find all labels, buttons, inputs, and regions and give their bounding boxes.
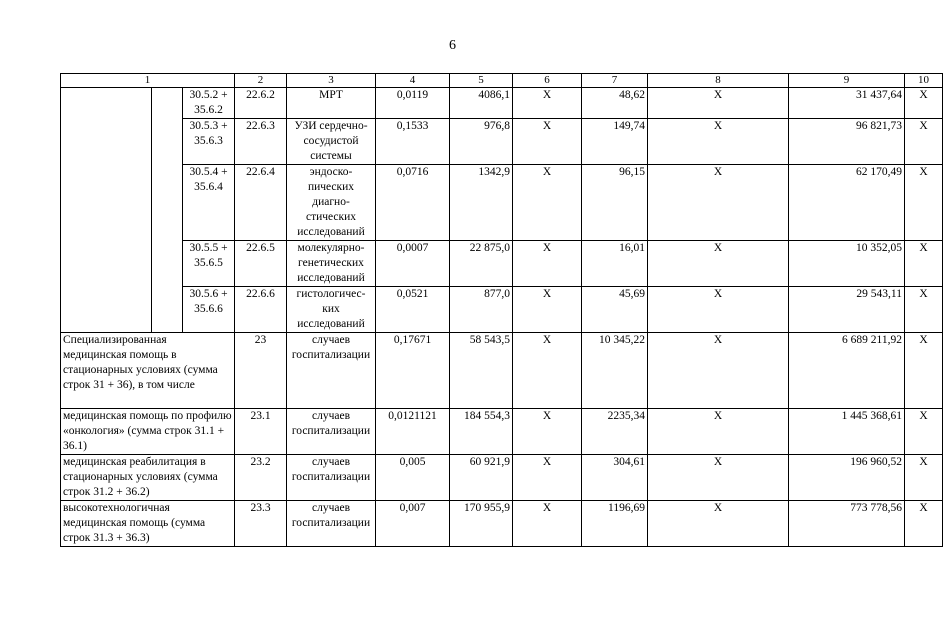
cell-col6: Х xyxy=(513,88,582,119)
blank-cell xyxy=(152,88,183,333)
header-cell: 6 xyxy=(513,74,582,88)
cell-col6: Х xyxy=(513,455,582,501)
cell-col8: Х xyxy=(648,333,789,409)
table-row xyxy=(61,165,943,241)
row-unit: случаев госпитализации xyxy=(287,409,376,455)
header-cell: 9 xyxy=(789,74,905,88)
cell-col8: Х xyxy=(648,287,789,333)
cell-col4: 0,0716 xyxy=(376,165,450,241)
row-unit: УЗИ сердечно-сосудистой системы xyxy=(287,119,376,165)
row-number: 22.6.2 xyxy=(235,88,287,119)
cell-col9: 773 778,56 xyxy=(789,501,905,547)
header-cell: 2 xyxy=(235,74,287,88)
row-unit: случаев госпитализации xyxy=(287,333,376,409)
header-row xyxy=(61,74,943,88)
cell-col4: 0,0521 xyxy=(376,287,450,333)
cell-col10: Х xyxy=(905,241,943,287)
cell-col7: 16,01 xyxy=(582,241,648,287)
cell-col9: 1 445 368,61 xyxy=(789,409,905,455)
cell-col10: Х xyxy=(905,287,943,333)
cell-col7: 1196,69 xyxy=(582,501,648,547)
table-row xyxy=(61,119,943,165)
cell-col6: Х xyxy=(513,241,582,287)
cell-col4: 0,0121121 xyxy=(376,409,450,455)
cell-col5: 1342,9 xyxy=(450,165,513,241)
cell-col7: 149,74 xyxy=(582,119,648,165)
row-unit: молекулярно-генетических исследований xyxy=(287,241,376,287)
header-cell: 7 xyxy=(582,74,648,88)
cell-col4: 0,17671 xyxy=(376,333,450,409)
row-number: 23.1 xyxy=(235,409,287,455)
row-name: медицинская помощь по профилю «онкология» (сумма строк 31.1 + 36.1) xyxy=(61,409,235,455)
cell-col8: Х xyxy=(648,409,789,455)
cell-col9: 96 821,73 xyxy=(789,119,905,165)
cell-col6: Х xyxy=(513,287,582,333)
row-number: 23 xyxy=(235,333,287,409)
cell-col6: Х xyxy=(513,119,582,165)
cell-col9: 31 437,64 xyxy=(789,88,905,119)
row-name: высокотехнологичная медицинская помощь (сумма строк 31.3 + 36.3) xyxy=(61,501,235,547)
table-row xyxy=(61,501,943,547)
row-unit: случаев госпитализации xyxy=(287,455,376,501)
cell-col5: 170 955,9 xyxy=(450,501,513,547)
cell-col5: 4086,1 xyxy=(450,88,513,119)
cell-col5: 877,0 xyxy=(450,287,513,333)
table-row xyxy=(61,455,943,501)
cell-col7: 304,61 xyxy=(582,455,648,501)
cell-col5: 58 543,5 xyxy=(450,333,513,409)
row-number: 22.6.6 xyxy=(235,287,287,333)
cell-col4: 0,005 xyxy=(376,455,450,501)
cell-col9: 29 543,11 xyxy=(789,287,905,333)
cell-col6: Х xyxy=(513,333,582,409)
table-row xyxy=(61,241,943,287)
cell-col6: Х xyxy=(513,165,582,241)
cell-col8: Х xyxy=(648,88,789,119)
row-code: 30.5.5 + 35.6.5 xyxy=(183,241,235,287)
row-code: 30.5.6 + 35.6.6 xyxy=(183,287,235,333)
header-cell: 8 xyxy=(648,74,789,88)
cell-col10: Х xyxy=(905,501,943,547)
cell-col5: 976,8 xyxy=(450,119,513,165)
row-unit: гистологичес-ких исследований xyxy=(287,287,376,333)
cell-col7: 45,69 xyxy=(582,287,648,333)
row-unit: эндоско-пических диагно-стических исследований xyxy=(287,165,376,241)
row-code: 30.5.4 + 35.6.4 xyxy=(183,165,235,241)
data-table xyxy=(60,73,943,547)
cell-col10: Х xyxy=(905,409,943,455)
cell-col7: 10 345,22 xyxy=(582,333,648,409)
cell-col7: 2235,34 xyxy=(582,409,648,455)
page-number: 6 xyxy=(449,38,456,53)
header-cell: 5 xyxy=(450,74,513,88)
cell-col7: 48,62 xyxy=(582,88,648,119)
cell-col10: Х xyxy=(905,333,943,409)
table-row xyxy=(61,287,943,333)
row-number: 23.2 xyxy=(235,455,287,501)
cell-col9: 196 960,52 xyxy=(789,455,905,501)
cell-col5: 22 875,0 xyxy=(450,241,513,287)
row-number: 22.6.5 xyxy=(235,241,287,287)
row-code: 30.5.2 + 35.6.2 xyxy=(183,88,235,119)
cell-col8: Х xyxy=(648,241,789,287)
row-number: 23.3 xyxy=(235,501,287,547)
cell-col9: 10 352,05 xyxy=(789,241,905,287)
row-name: медицинская реабилитация в стационарных условиях (сумма строк 31.2 + 36.2) xyxy=(61,455,235,501)
blank-cell xyxy=(61,88,152,333)
cell-col10: Х xyxy=(905,165,943,241)
cell-col5: 184 554,3 xyxy=(450,409,513,455)
table-row xyxy=(61,409,943,455)
table-row xyxy=(61,333,943,409)
row-name: Специализированная медицинская помощь в стационарных условиях (сумма строк 31 + 36), в том числе xyxy=(61,333,235,409)
cell-col6: Х xyxy=(513,409,582,455)
header-cell: 3 xyxy=(287,74,376,88)
cell-col8: Х xyxy=(648,501,789,547)
cell-col4: 0,007 xyxy=(376,501,450,547)
row-number: 22.6.3 xyxy=(235,119,287,165)
row-unit: МРТ xyxy=(287,88,376,119)
cell-col5: 60 921,9 xyxy=(450,455,513,501)
cell-col8: Х xyxy=(648,119,789,165)
cell-col9: 62 170,49 xyxy=(789,165,905,241)
table-row xyxy=(61,88,943,119)
cell-col4: 0,0119 xyxy=(376,88,450,119)
cell-col10: Х xyxy=(905,455,943,501)
cell-col6: Х xyxy=(513,501,582,547)
cell-col7: 96,15 xyxy=(582,165,648,241)
cell-col4: 0,0007 xyxy=(376,241,450,287)
cell-col10: Х xyxy=(905,88,943,119)
header-cell: 10 xyxy=(905,74,943,88)
row-unit: случаев госпитализации xyxy=(287,501,376,547)
cell-col10: Х xyxy=(905,119,943,165)
row-code: 30.5.3 + 35.6.3 xyxy=(183,119,235,165)
header-cell: 1 xyxy=(61,74,235,88)
cell-col8: Х xyxy=(648,455,789,501)
cell-col9: 6 689 211,92 xyxy=(789,333,905,409)
cell-col8: Х xyxy=(648,165,789,241)
cell-col4: 0,1533 xyxy=(376,119,450,165)
header-cell: 4 xyxy=(376,74,450,88)
row-number: 22.6.4 xyxy=(235,165,287,241)
